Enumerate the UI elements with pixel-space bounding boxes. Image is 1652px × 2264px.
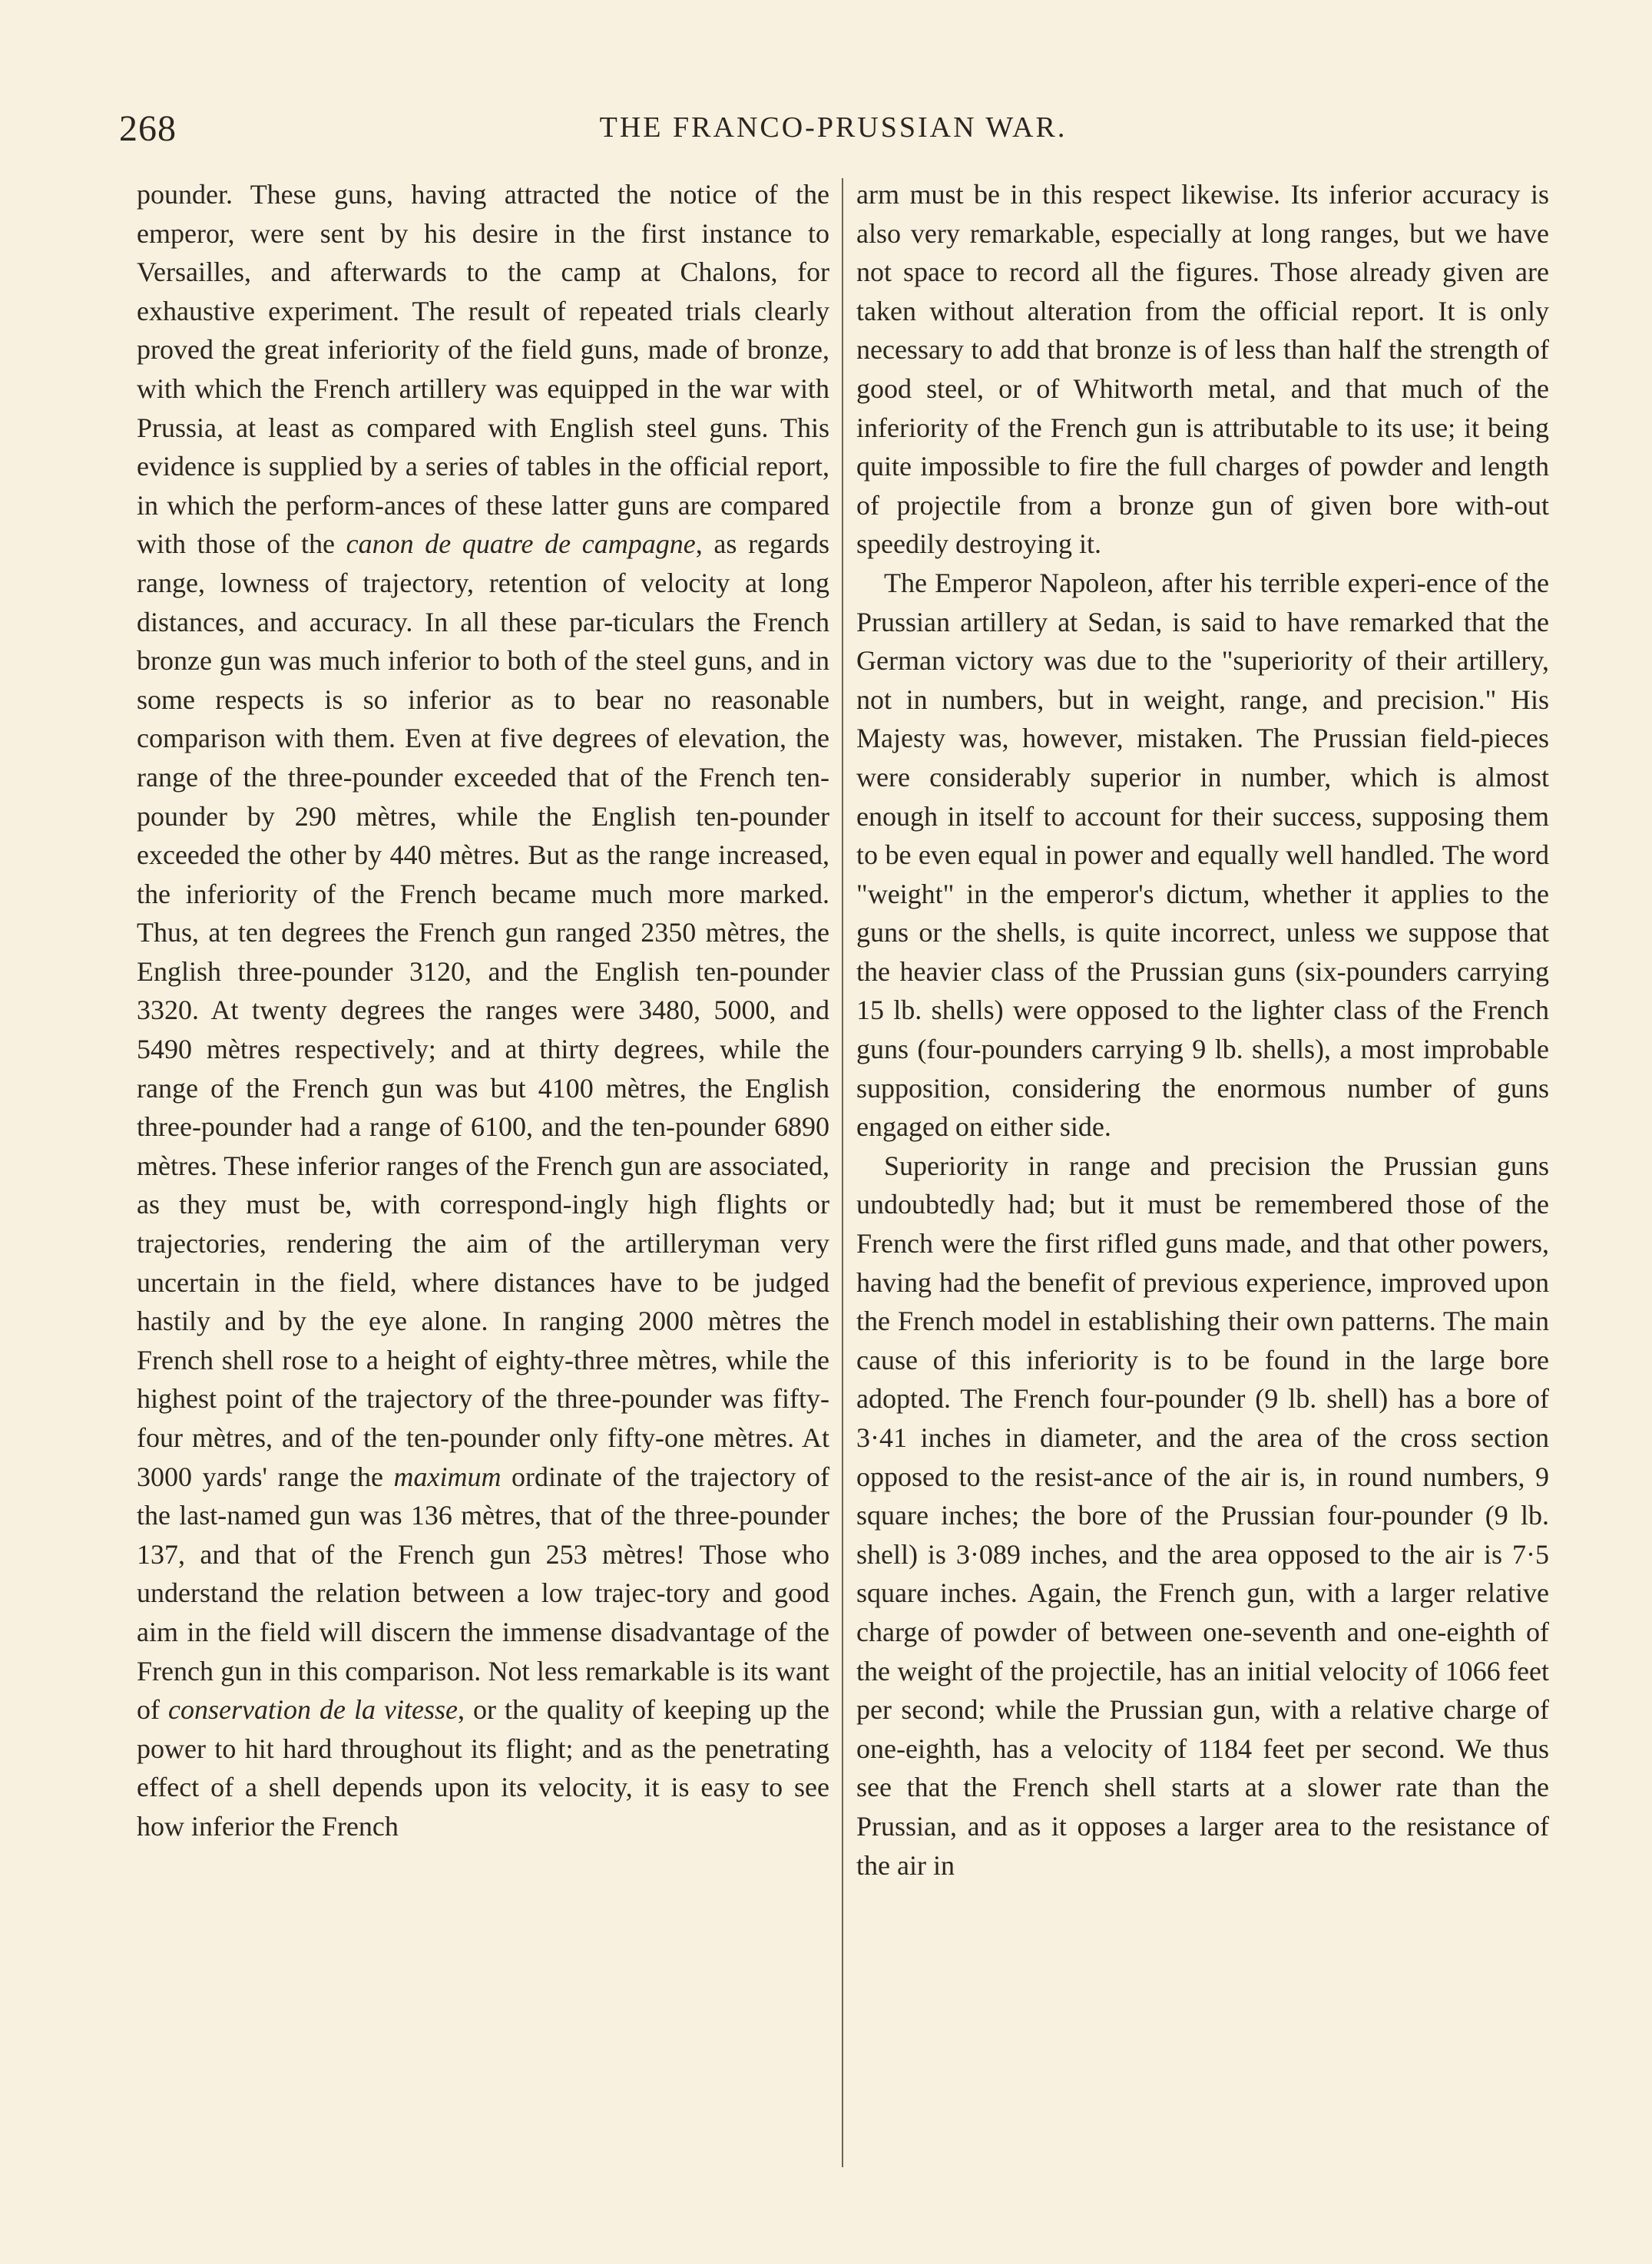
italic-phrase: canon de quatre de campagne: [346, 528, 696, 560]
page-number: 268: [119, 108, 177, 149]
italic-phrase: maximum: [393, 1461, 502, 1492]
right-paragraph-2: The Emperor Napoleon, after his terrible experi-ence of the Prussian artillery at Sedan, is said to have remarked that the German victory was due to the "superiority of their artillery, not in numbers, but in weight, range, and precision." His Majesty was, however, mistaken. The Prussian field-pieces were considerably superior in number, which is almost enough in itself to account for their success, supposing them to be even equal in power and equally well handled. The word "weight" in the emperor's dictum, whether it applies to the guns or the shells, is quite incorrect, unless we suppose that the heavier class of the Prussian guns (six-pounders carrying 15 lb. shells) were opposed to the lighter class of the French guns (four-pounders carrying 9 lb. shells), a most improbable supposition, considering the enormous number of guns engaged on either side.: [856, 567, 1549, 1143]
right-paragraph-1: arm must be in this respect likewise. Its inferior accuracy is also very remarkable, especially at long ranges, but we have not space to record all the figures. Those already given are taken without alteration from the official report. It is only necessary to add that bronze is of less than half the strength of good steel, or of Whitworth metal, and that much of the inferiority of the French gun is attributable to its use; it being quite impossible to fire the full charges of powder and length of projectile from a bronze gun of given bore with-out speedily destroying it.: [856, 179, 1549, 560]
text-run: , as regards range, lowness of trajectory, retention of velocity at long distances, and accuracy. In all these par-ticulars the French bronze gun was much inferior to both of the steel guns, and in some respects is so inferior as to bear no reasonable comparison with them. Even at five degrees of elevation, the range of the three-pounder exceeded that of the French ten-pounder by 290 mètres, while the English ten-pounder exceeded the other by 440 mètres. But as the range increased, the inferiority of the French became much more marked. Thus, at ten degrees the French gun ranged 2350 mètres, the English three-pounder 3120, and the English ten-pounder 3320. At twenty degrees the ranges were 3480, 5000, and 5490 mètres respectively; and at thirty degrees, while the range of the French gun was but 4100 mètres, the English three-pounder had a range of 6100, and the ten-pounder 6890 mètres. These inferior ranges of the French gun are associated, as they must be, with correspond-ingly high flights or trajectories, rendering the aim of the artilleryman very uncertain in the field, where distances have to be judged hastily and by the eye alone. In ranging 2000 mètres the French shell rose to a height of eighty-three mètres, while the highest point of the trajectory of the three-pounder was fifty-four mètres, and of the ten-pounder only fifty-one mètres. At 3000 yards' range the: [137, 528, 829, 1492]
text-run: , or the quality of keeping up the power to hit hard throughout its flight; and as the penetrating effect of a shell depends upon its velocity, it is easy to see how inferior the French: [137, 1694, 829, 1842]
text-run: pounder. These guns, having attracted the notice of the emperor, were sent by his desire in the first instance to Versailles, and afterwards to the camp at Chalons, for exhaustive experiment. The result of repeated trials clearly proved the great inferiority of the field guns, made of bronze, with which the French artillery was equipped in the war with Prussia, at least as compared with English steel guns. This evidence is supplied by a series of tables in the official report, in which the perform-ances of these latter guns are compared with those of the: [137, 179, 829, 560]
running-title: THE FRANCO-PRUSSIAN WAR.: [599, 111, 1068, 144]
right-column: [856, 175, 1549, 2187]
column-divider: [842, 178, 843, 2167]
italic-phrase: conservation de la vitesse: [168, 1694, 458, 1726]
right-paragraph-3: Superiority in range and precision the Prussian guns undoubtedly had; but it must be remembered those of the French were the first rifled guns made, and that other powers, having had the benefit of previous experience, improved upon the French model in establishing their own patterns. The main cause of this inferiority is to be found in the large bore adopted. The French four-pounder (9 lb. shell) has a bore of 3·41 inches in diameter, and the area of the cross section opposed to the resist-ance of the air is, in round numbers, 9 square inches; the bore of the Prussian four-pounder (9 lb. shell) is 3·089 inches, and the area opposed to the air is 7·5 square inches. Again, the French gun, with a larger relative charge of powder of between one-seventh and one-eighth of the weight of the projectile, has an initial velocity of 1066 feet per second; while the Prussian gun, with a relative charge of one-eighth, has a velocity of 1184 feet per second. We thus see that the French shell starts at a slower rate than the Prussian, and as it opposes a larger area to the resistance of the air in: [856, 1150, 1549, 1881]
page-header: [119, 108, 1548, 154]
left-column: [137, 175, 829, 2187]
text-run: ordinate of the trajectory of the last-named gun was 136 mètres, that of the three-pounder 137, and that of the French gun 253 mètres! Those who understand the relation between a low trajec-tory and good aim in the field will discern the immense disadvantage of the French gun in this comparison. Not less remarkable is its want of: [137, 1461, 829, 1726]
left-paragraph-1: [137, 175, 829, 1846]
